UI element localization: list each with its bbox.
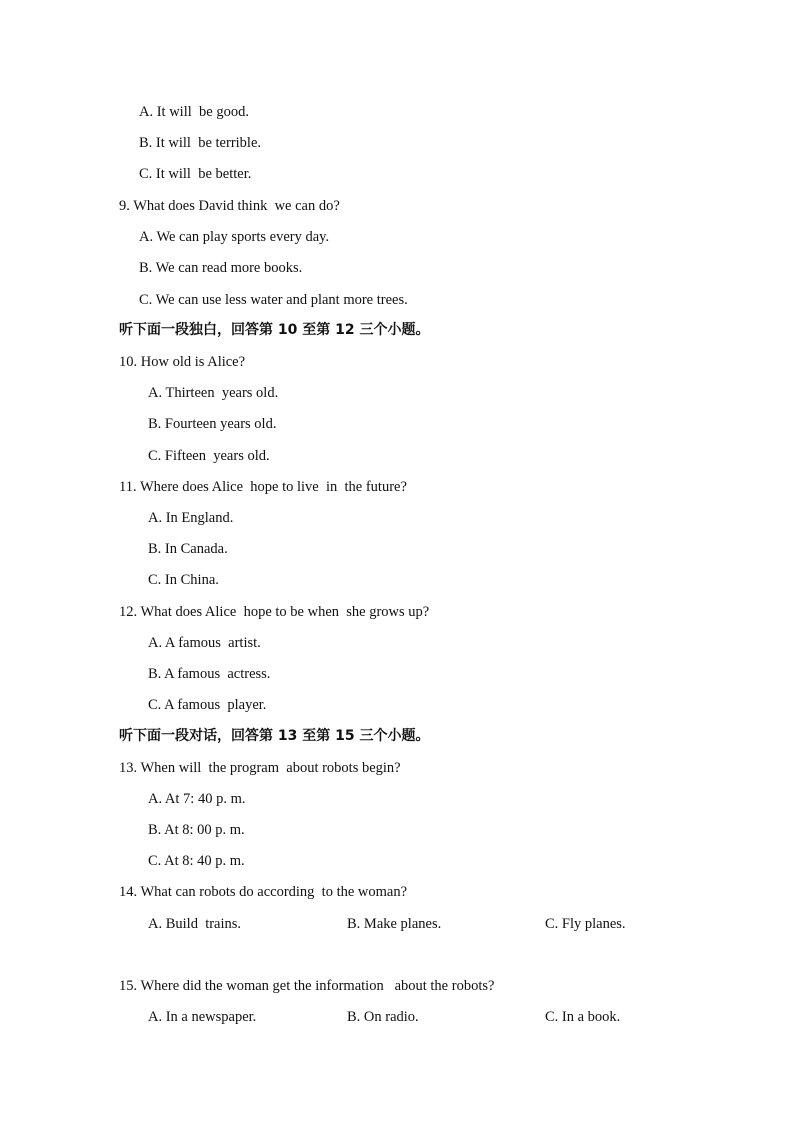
q8-option-a: A. It will be good. — [139, 104, 249, 120]
q9-option-a: A. We can play sports every day. — [139, 229, 330, 245]
q9-option-b: B. We can read more books. — [139, 260, 303, 276]
q8-option-c: C. It will be better. — [139, 166, 252, 182]
q9-option-c: C. We can use less water and plant more trees. — [139, 292, 408, 308]
q10-question: 10. How old is Alice? — [119, 354, 246, 370]
q11-option-c: C. In China. — [148, 572, 219, 588]
q14-option-a: A. Build trains. — [148, 916, 242, 932]
section-heading-monologue: 听下面一段独白，回答第 10 至第 12 三个小题。 — [119, 322, 430, 338]
q13-option-b: B. At 8: 00 p. m. — [148, 822, 245, 838]
q13-question: 13. When will the program about robots begin? — [119, 760, 401, 776]
q15-option-b: B. On radio. — [347, 1009, 419, 1025]
q12-option-a: A. A famous artist. — [148, 635, 261, 651]
q14-option-c: C. Fly planes. — [545, 916, 626, 932]
q10-option-a: A. Thirteen years old. — [148, 385, 279, 401]
q11-question: 11. Where does Alice hope to live in the future? — [119, 479, 407, 495]
q13-option-a: A. At 7: 40 p. m. — [148, 791, 246, 807]
q13-option-c: C. At 8: 40 p. m. — [148, 853, 245, 869]
q10-option-b: B. Fourteen years old. — [148, 416, 277, 432]
q12-option-b: B. A famous actress. — [148, 666, 271, 682]
q11-option-b: B. In Canada. — [148, 541, 228, 557]
q11-option-a: A. In England. — [148, 510, 234, 526]
q8-option-b: B. It will be terrible. — [139, 135, 262, 151]
q15-option-c: C. In a book. — [545, 1009, 621, 1025]
q9-question: 9. What does David think we can do? — [119, 198, 340, 214]
q12-question: 12. What does Alice hope to be when she grows up? — [119, 604, 430, 620]
section-heading-dialogue: 听下面一段对话，回答第 13 至第 15 三个小题。 — [119, 728, 430, 744]
q12-option-c: C. A famous player. — [148, 697, 267, 713]
q14-question: 14. What can robots do according to the woman? — [119, 884, 408, 900]
q15-question: 15. Where did the woman get the information about the robots? — [119, 978, 495, 994]
q15-option-a: A. In a newspaper. — [148, 1009, 257, 1025]
q10-option-c: C. Fifteen years old. — [148, 448, 270, 464]
q14-option-b: B. Make planes. — [347, 916, 442, 932]
